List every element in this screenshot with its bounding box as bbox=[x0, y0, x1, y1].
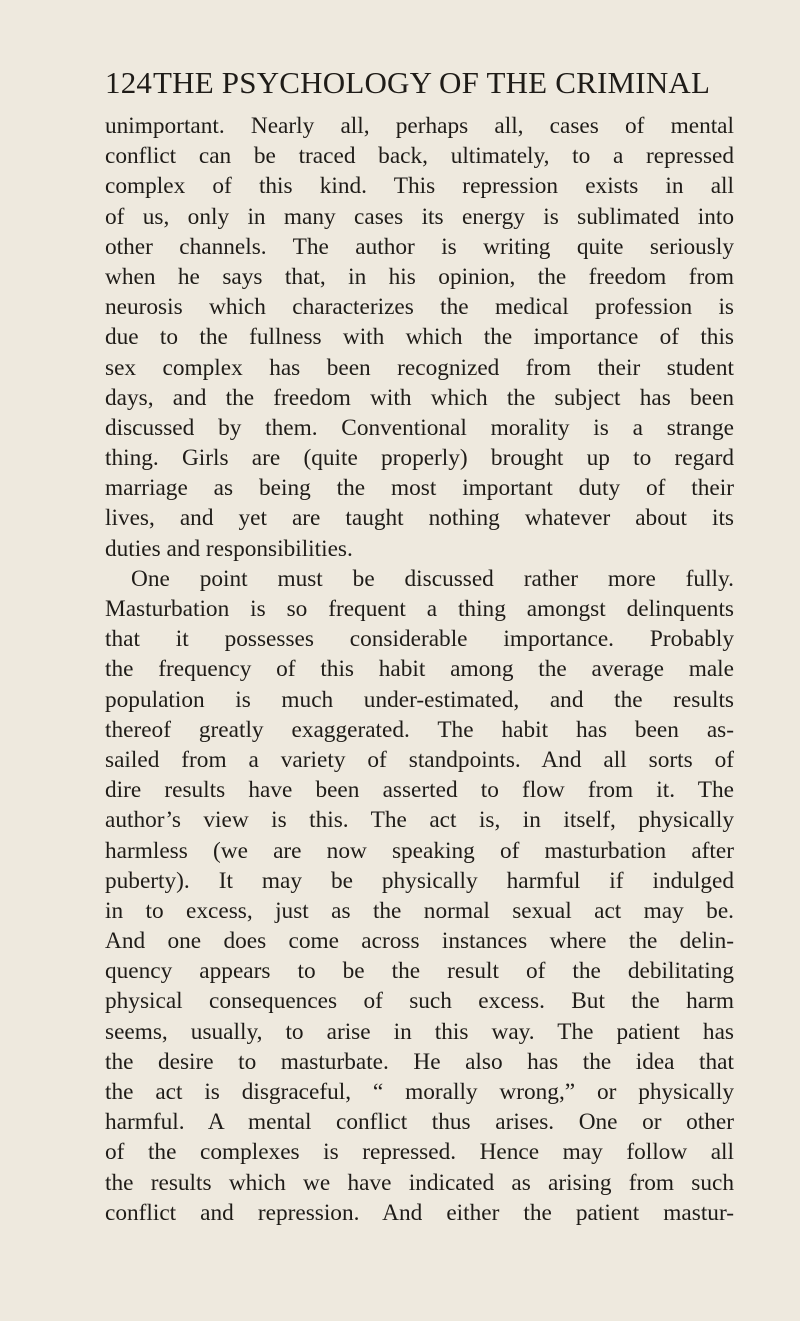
text-line: due to the fullness with which the importance of this bbox=[105, 324, 734, 351]
text-line: physical consequences of such excess. But the harm bbox=[105, 988, 734, 1015]
text-line: of us, only in many cases its energy is sublimated into bbox=[105, 203, 734, 230]
running-header bbox=[105, 63, 734, 103]
text-line: puberty). It may be physically harmful if indulged bbox=[105, 867, 734, 894]
text-line: thereof greatly exaggerated. The habit has been as- bbox=[105, 716, 734, 743]
text-line: days, and the freedom with which the subject has been bbox=[105, 384, 734, 411]
text-line: when he says that, in his opinion, the freedom from bbox=[105, 263, 734, 290]
text-line: dire results have been asserted to flow from it. The bbox=[105, 777, 734, 804]
text-line: quency appears to be the result of the debilitating bbox=[105, 958, 734, 985]
text-line: sailed from a variety of standpoints. And all sorts of bbox=[105, 746, 734, 773]
text-line: And one does come across instances where the delin- bbox=[105, 928, 734, 955]
text-line: One point must be discussed rather more fully. bbox=[131, 565, 734, 592]
text-line: unimportant. Nearly all, perhaps all, cases of mental bbox=[105, 113, 734, 139]
text-line: harmless (we are now speaking of masturbation after bbox=[105, 837, 734, 864]
text-line: that it possesses considerable importance. Probably bbox=[105, 626, 734, 653]
running-title: THE PSYCHOLOGY OF THE CRIMINAL bbox=[153, 65, 711, 100]
text-line: other channels. The author is writing quite seriously bbox=[105, 233, 734, 260]
text-line: marriage as being the most important duty of their bbox=[105, 475, 734, 502]
text-line: author’s view is this. The act is, in itself, physically bbox=[105, 807, 734, 834]
text-line: the desire to masturbate. He also has the idea that bbox=[105, 1048, 734, 1075]
text-line: the results which we have indicated as arising from such bbox=[105, 1169, 734, 1196]
text-line: thing. Girls are (quite properly) brought up to regard bbox=[105, 445, 734, 472]
text-line: conflict and repression. And either the patient mastur- bbox=[105, 1199, 734, 1226]
text-line: harmful. A mental conflict thus arises. One or other bbox=[105, 1109, 734, 1136]
text-line: discussed by them. Conventional morality is a strange bbox=[105, 414, 734, 441]
text-line: of the complexes is repressed. Hence may follow all bbox=[105, 1139, 734, 1166]
page-number: 124 bbox=[105, 65, 153, 100]
body-text bbox=[105, 111, 734, 1228]
text-line: sex complex has been recognized from their student bbox=[105, 354, 734, 381]
text-line: seems, usually, to arise in this way. The patient has bbox=[105, 1018, 734, 1045]
text-line: complex of this kind. This repression exists in all bbox=[105, 173, 734, 200]
text-line: the frequency of this habit among the average male bbox=[105, 656, 734, 683]
text-line: population is much under-estimated, and the results bbox=[105, 686, 734, 713]
text-line: in to excess, just as the normal sexual act may be. bbox=[105, 897, 734, 924]
text-line: the act is disgraceful, “ morally wrong,” or physically bbox=[105, 1079, 734, 1105]
text-line: lives, and yet are taught nothing whatever about its bbox=[105, 505, 734, 532]
text-line: Masturbation is so frequent a thing amongst delinquents bbox=[105, 596, 734, 622]
text-line: conflict can be traced back, ultimately, to a repressed bbox=[105, 143, 734, 170]
text-line: duties and responsibilities. bbox=[105, 535, 353, 562]
text-line: neurosis which characterizes the medical profession is bbox=[105, 294, 734, 321]
